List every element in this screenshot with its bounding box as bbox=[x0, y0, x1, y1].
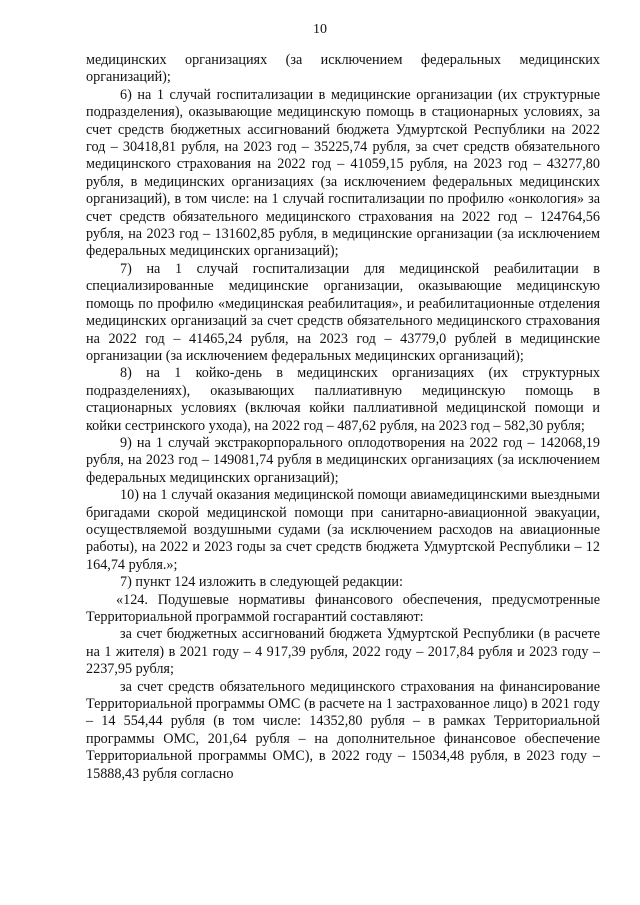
paragraph-item-9: 9) на 1 случай экстракорпорального оплодотворения на 2022 год – 142068,19 рубля, на 2023 год – 149081,74 рубля в медицинских организациях (за исключением федеральных медицинских организаций); bbox=[86, 434, 600, 486]
paragraph-item-7: 7) на 1 случай госпитализации для медицинской реабилитации в специализированные медицинские организации, оказывающие медицинскую помощь по профилю «медицинская реабилитация», и реабилитационные отделения медицинских организаций за счет средств обязательного медицинского страхования на 2022 год – 41465,24 рубля, на 2023 год – 43779,0 рублей в медицинские организации (за исключением федеральных медицинских организаций); bbox=[86, 260, 600, 364]
paragraph-item-8: 8) на 1 койко-день в медицинских организациях (их структурных подразделениях), оказывающих паллиативную медицинскую помощь в стационарных условиях (включая койки паллиативной медицинской помощи и койки сестринского ухода), на 2022 год – 487,62 рубля, на 2023 год – 582,30 рубля; bbox=[86, 365, 600, 434]
paragraph-point-124: «124. Подушевые нормативы финансового обеспечения, предусмотренные Территориальной программой госгарантий составляют: bbox=[86, 591, 600, 625]
paragraph-budget-allocation: за счет бюджетных ассигнований бюджета Удмуртской Республики (в расчете на 1 жителя) в 2021 году – 4 917,39 рубля, 2022 году – 2017,84 рубля и 2023 году – 2237,95 рубля; bbox=[86, 626, 600, 678]
paragraph-item-10: 10) на 1 случай оказания медицинской помощи авиамедицинскими выездными бригадами скорой медицинской помощи при санитарно-авиационной эвакуации, осуществляемой воздушными судами (за исключением расходов на авиационные работы), на 2022 и 2023 годы за счет средств бюджета Удмуртской Республики – 12 164,74 рубля.»; bbox=[86, 487, 600, 573]
page-number: 10 bbox=[313, 22, 327, 37]
paragraph-item-6: 6) на 1 случай госпитализации в медицинские организации (их структурные подразделения), оказывающие медицинскую помощь в стационарных условиях, за счет средств бюджетных ассигнований бюджета Удмуртской Республики на 2022 год – 30418,81 рубля, на 2023 год – 35225,74 рубля, за счет средств обязательного медицинского страхования на 2022 год – 41059,15 рубля, на 2023 год – 43277,80 рубля, в медицинских организациях (за исключением федеральных медицинских организаций), в том числе: на 1 случай госпитализации по профилю «онкология» за счет средств обязательного медицинского страхования на 2022 год – 124764,56 рубля, на 2023 год – 131602,85 рубля, в медицинские организации (за исключением федеральных медицинских организаций); bbox=[86, 86, 600, 260]
paragraph-oms-financing: за счет средств обязательного медицинского страхования на финансирование Территориальной программы ОМС (в расчете на 1 застрахованное лицо) в 2021 году – 14 554,44 рубля (в том числе: 14352,80 рубля – в рамках Территориальной программы ОМС, 201,64 рубля – на дополнительное финансовое обеспечение Территориальной программы ОМС), в 2022 году – 15034,48 рубля, в 2023 году – 15888,43 рубля согласно bbox=[86, 678, 600, 782]
paragraph-continuation: медицинских организациях (за исключением федеральных медицинских организаций); bbox=[86, 52, 600, 86]
document-body bbox=[86, 52, 600, 783]
paragraph-amendment-point-7: 7) пункт 124 изложить в следующей редакции: bbox=[120, 574, 403, 591]
